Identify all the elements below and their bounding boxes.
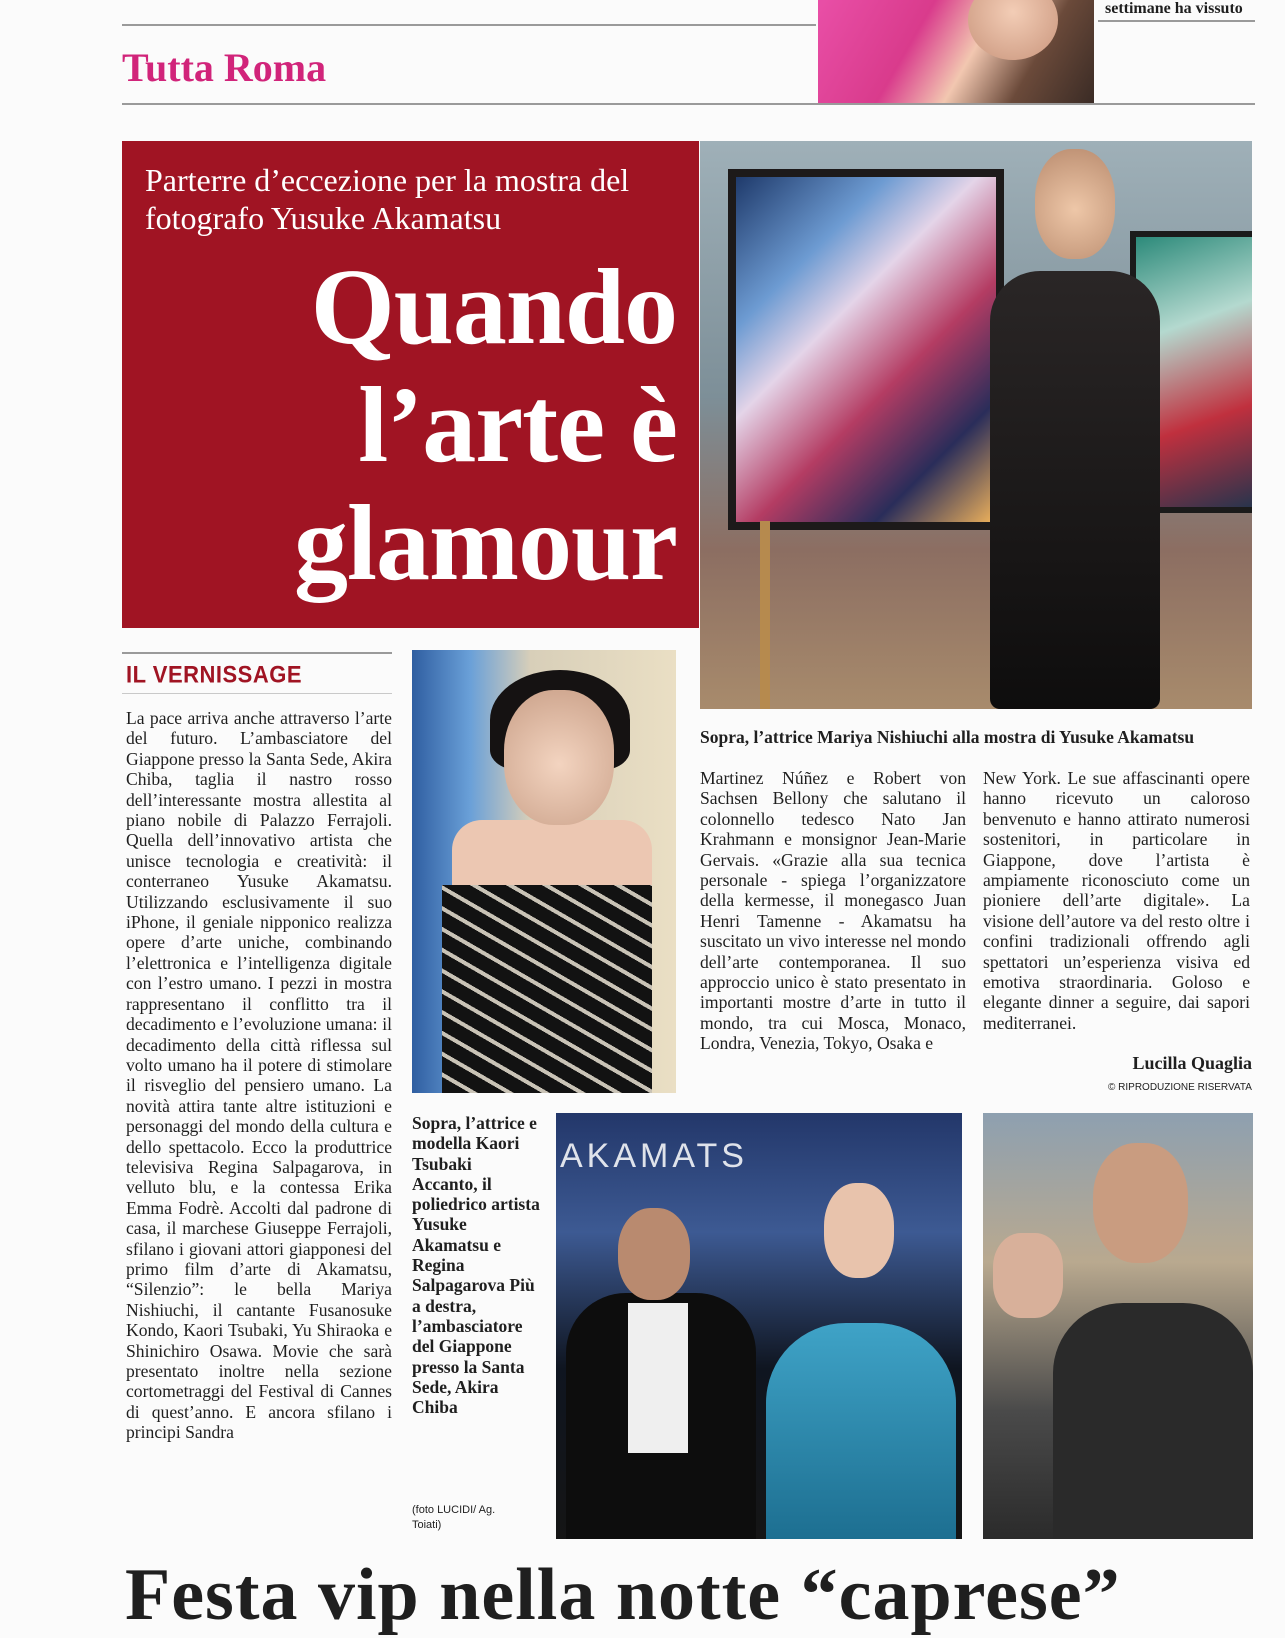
white-shirt bbox=[628, 1303, 688, 1453]
top-right-rule bbox=[1098, 20, 1255, 22]
ambassador-hand bbox=[993, 1233, 1063, 1318]
photo-akamatsu-salpagarova bbox=[556, 1113, 962, 1539]
blue-velvet-dress bbox=[766, 1323, 956, 1539]
actress-head bbox=[1035, 149, 1115, 259]
article-column-3 bbox=[983, 768, 1250, 1033]
copyright: © RIPRODUZIONE RISERVATA bbox=[1108, 1082, 1252, 1093]
section-rule bbox=[122, 103, 1255, 105]
top-caption: settimane ha vissuto bbox=[1105, 0, 1243, 17]
column-3-text: New York. Le sue affascinanti opere hanno ricevuto un caloroso benvenuto e hanno attirato numerosi sostenitori, in particolare in Giappone, dove l’artista è ampiamente riconosciuto come un pioniere dell’arte digitale». La visione dell’autore va del resto oltre i confini tradizionali offrendo agli spettatori un’esperienza visiva ed emotiva straordinaria. Goloso e elegante dinner a seguire, dai sapori mediterranei. bbox=[983, 768, 1250, 1033]
artist-head bbox=[618, 1208, 690, 1300]
section-title: Tutta Roma bbox=[122, 45, 327, 90]
article-column-1 bbox=[126, 708, 392, 1443]
headline-box bbox=[122, 141, 699, 628]
shoulders bbox=[452, 820, 652, 890]
black-dress bbox=[990, 271, 1160, 709]
kicker: Parterre d’eccezione per la mostra del fotografo Yusuke Akamatsu bbox=[145, 162, 630, 236]
model-head bbox=[504, 690, 614, 825]
producer-head bbox=[824, 1183, 894, 1278]
article-column-2 bbox=[700, 768, 966, 1054]
artwork-painting bbox=[728, 169, 1004, 530]
column-2-text: Martinez Núñez e Robert von Sachsen Bellony che salutano il colonnello tedesco Nato Jan Krahmann e monsignor Jean-Marie Gervais. «Grazie alla sua tecnica personale - spiega l’organizzatore della kermesse, il monegasco Juan Henri Tamenne - Akamatsu ha suscitato un vivo interesse nel mondo dell’arte contemporanea. Il suo approccio unico è stato presentato in importanti mostre d’arte in tutto il mondo, tra cui Mosca, Monaco, Londra, Venezia, Tokyo, Osaka e bbox=[700, 768, 966, 1054]
section-tag: IL VERNISSAGE bbox=[126, 660, 303, 688]
embroidered-gown bbox=[442, 885, 652, 1093]
ambassador-suit bbox=[1053, 1303, 1253, 1539]
photo-credit: (foto LUCIDI/ Ag. Toiati) bbox=[412, 1504, 496, 1531]
top-rule bbox=[122, 24, 816, 26]
next-article-headline: Festa vip nella notte “caprese” bbox=[125, 1554, 1121, 1636]
easel bbox=[760, 521, 1010, 709]
byline: Lucilla Quaglia bbox=[1132, 1053, 1252, 1073]
tag-underline bbox=[122, 693, 392, 694]
top-photo bbox=[818, 0, 1094, 104]
photo-kaori-tsubaki bbox=[412, 650, 676, 1093]
headline: Quando l’arte è glamour bbox=[294, 248, 677, 603]
photo-akira-chiba bbox=[983, 1113, 1253, 1539]
exhibition-banner: AKAMATS bbox=[560, 1137, 748, 1175]
tag-rule bbox=[122, 652, 392, 654]
ambassador-head bbox=[1093, 1143, 1188, 1263]
column-1-text: La pace arriva anche attraverso l’arte del futuro. L’ambasciatore del Giappone presso la Santa Sede, Akira Chiba, taglia il nastro rosso dell’interessante mostra allestita al piano nobile di Palazzo Ferrajoli. Quella dell’innovativo artista che unisce tecnologia e creatività: il conterraneo Yusuke Akamatsu. Utilizzando esclusivamente il suo iPhone, il geniale nipponico realizza opere d’arte uniche, combinando l’elettronica e l’intelligenza digitale con l’estro umano. I pezzi in mostra rappresentano il conflitto tra il decadimento e l’evoluzione umana: il decadimento della città riflessa sul volto umano ha il potere di stimolare il risveglio del pensiero umano. La novità attira tante altre istituzioni e personaggi del mondo della cultura e dello spettacolo. Ecco la produttrice televisiva Regina Salpagarova, in velluto blu, e la contessa Erika Emma Fodrè. Accolti dal padrone di casa, il marchese Giuseppe Ferrajoli, sfilano i giovani attori giapponesi del primo film d’arte di Akamatsu, “Silenzio”: le bella Mariya Nishiuchi, il cantante Fusanosuke Kondo, Kaori Tsubaki, Yu Shiraoka e Shinichiro Osawa. Movie che sarà presentato inoltre nella sezione cortometraggi del Festival di Cannes di quest’anno. E ancora sfilano i principi Sandra bbox=[126, 708, 392, 1443]
main-photo-caption: Sopra, l’attrice Mariya Nishiuchi alla mostra di Yusuke Akamatsu bbox=[700, 727, 1195, 747]
photo-mariya-nishiuchi bbox=[700, 141, 1252, 709]
top-photo-face bbox=[968, 0, 1058, 60]
side-caption: Sopra, l’attrice e modella Kaori Tsubaki Accanto, il poliedrico artista Yusuke Akamatsu e Regina Salpagarova Più a destra, l’ambasciatore del Giappone presso la Santa Sede, Akira Chiba bbox=[412, 1113, 540, 1418]
